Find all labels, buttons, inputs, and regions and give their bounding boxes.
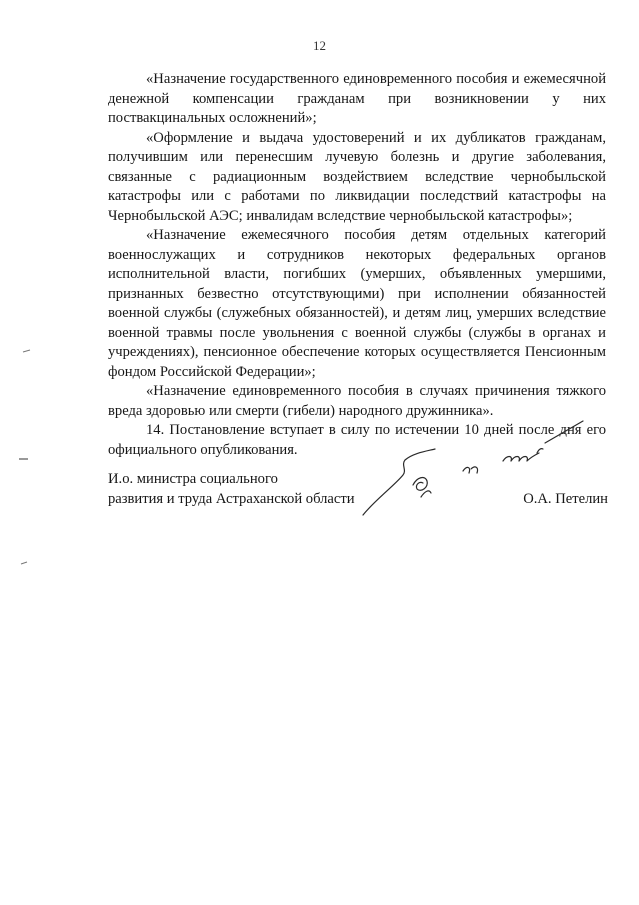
paragraph: «Назначение ежемесячного пособия детям отдельных категорий военнослужащих и сотрудников некоторых федеральных органов исполнительной власти, погибших (умерших, объявленных умершими, признанных безвестно отсутствующими) при исполнении обязанностей военной службы (служебных обязанностей), и детям лиц, умерших вследствие военной травмы после увольнения с военной службы (службы в органах и учреждениях), пенсионное обеспечение которых осуществляется Пенсионным фондом Российской Федерации»; [108,227,606,380]
signatory-name: О.А. Петелин [523,490,608,507]
signatory-role-line1: И.о. министра социального [108,471,278,487]
signatory-role-line2: развития и труда Астраханской области [108,490,355,507]
page-number: 12 [313,38,326,53]
scan-mark [18,456,30,462]
scan-mark [22,348,32,354]
paragraph: 14. Постановление вступает в силу по истечении 10 дней после дня его официального опубликования. [108,422,606,458]
paragraph: «Назначение государственного единовременного пособия и ежемесячной денежной компенсации гражданам при возникновении у них поствакцинальных осложнений»; [108,71,606,126]
paragraph: «Назначение единовременного пособия в случаях причинения тяжкого вреда здоровью или смерти (гибели) народного дружинника». [108,383,606,419]
document-body [108,70,606,460]
signature-block [108,470,608,509]
paragraph: «Оформление и выдача удостоверений и их дубликатов гражданам, получившим или перенесшим лучевую болезнь и другие заболевания, связанные с радиационным воздействием вследствие чернобыльской катастрофы или с работами по ликвидации последствий катастрофы на Чернобыльской АЭС; инвалидам вследствие чернобыльской катастрофы»; [108,129,606,224]
scan-mark [20,560,30,566]
